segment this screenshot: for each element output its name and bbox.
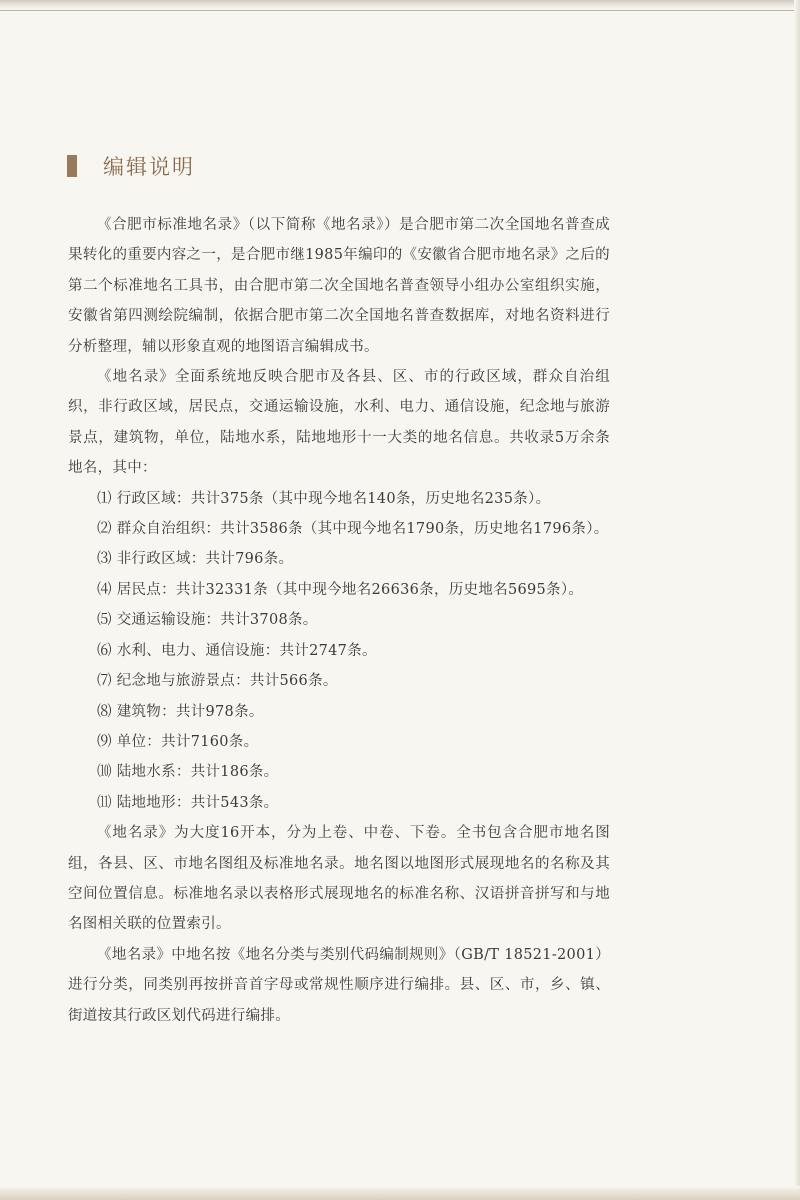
list-item: ⑼ 单位：共计7160条。 bbox=[97, 733, 259, 750]
list-item: ⑵ 群众自治组织：共计3586条（其中现今地名1790条，历史地名1796条）。 bbox=[97, 521, 609, 538]
list-item: ⑽ 陆地水系：共计186条。 bbox=[97, 764, 279, 781]
page-top-edge bbox=[0, 0, 800, 9]
list-item: ⑾ 陆地地形：共计543条。 bbox=[97, 794, 279, 811]
list-item: ⑻ 建筑物：共计978条。 bbox=[97, 703, 264, 720]
heading-marker-bar bbox=[67, 155, 77, 177]
format-paragraph: 《地名录》为大度16开本，分为上卷、中卷、下卷。全书包含合肥市地名图组，各县、区、市地名图组及标准地名录。地名图以地图形式展现地名的名称及其空间位置信息。标准地名录以表格形式展现地名的标准名称、汉语拼音拼写和与地名图相关联的位置索引。 bbox=[68, 825, 610, 933]
list-item: ⑺ 纪念地与旅游景点：共计566条。 bbox=[97, 673, 338, 690]
list-item: ⑹ 水利、电力、通信设施：共计2747条。 bbox=[97, 642, 377, 659]
list-item: ⑴ 行政区域：共计375条（其中现今地名140条，历史地名235条）。 bbox=[97, 490, 551, 507]
page-title: 编辑说明 bbox=[103, 155, 195, 179]
classification-paragraph: 《地名录》中地名按《地名分类与类别代码编制规则》（GB/T 18521-2001）进行分类，同类别再按拼音首字母或常规性顺序进行编排。县、区、市，乡、镇、街道按其行政区划代码进行编排。 bbox=[68, 946, 610, 1024]
scope-paragraph: 《地名录》全面系统地反映合肥市及各县、区、市的行政区域，群众自治组织，非行政区域，居民点，交通运输设施，水利、电力、通信设施，纪念地与旅游景点，建筑物，单位，陆地水系，陆地地形十一大类的地名信息。共收录5万余条地名，其中： bbox=[68, 369, 610, 477]
page-bottom-edge bbox=[0, 1186, 800, 1200]
list-item: ⑶ 非行政区域：共计796条。 bbox=[97, 551, 294, 568]
page-top-rule bbox=[0, 10, 800, 11]
list-item: ⑷ 居民点：共计32331条（其中现今地名26636条，历史地名5695条）。 bbox=[97, 581, 584, 598]
body-text bbox=[68, 210, 610, 1031]
section-heading bbox=[67, 150, 195, 182]
list-item: ⑸ 交通运输设施：共计3708条。 bbox=[97, 612, 318, 629]
page-right-edge bbox=[794, 0, 800, 1200]
intro-paragraph: 《合肥市标准地名录》（以下简称《地名录》）是合肥市第二次全国地名普查成果转化的重要内容之一，是合肥市继1985年编印的《安徽省合肥市地名录》之后的第二个标准地名工具书，由合肥市第二次全国地名普查领导小组办公室组织实施，安徽省第四测绘院编制，依据合肥市第二次全国地名普查数据库，对地名资料进行分析整理，辅以形象直观的地图语言编辑成书。 bbox=[68, 217, 610, 355]
